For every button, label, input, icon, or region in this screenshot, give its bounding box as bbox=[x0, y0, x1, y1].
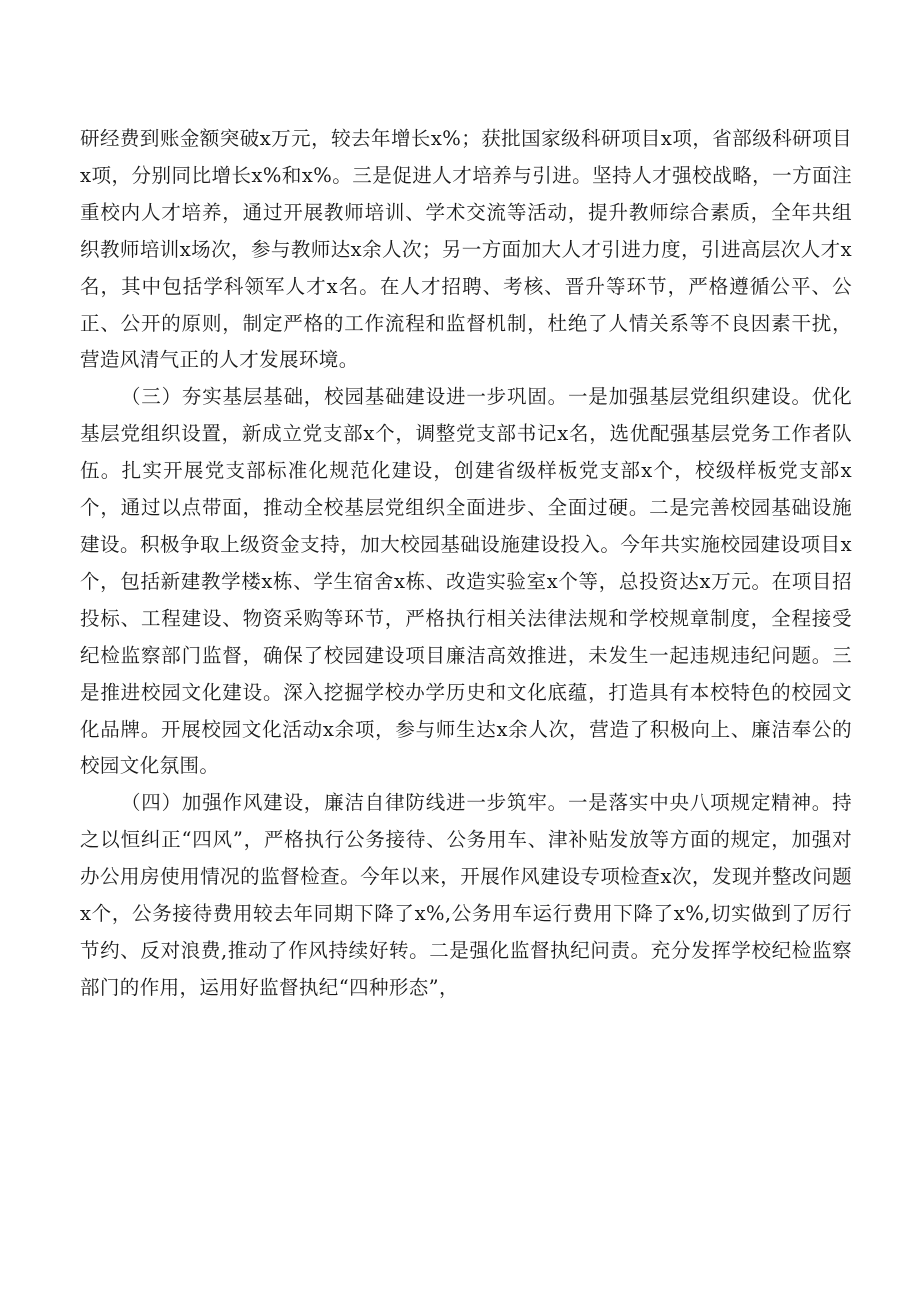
paragraph-section-four: （四）加强作风建设，廉洁自律防线进一步筑牢。一是落实中央八项规定精神。持之以恒纠正“四风”，严格执行公务接待、公务用车、津补贴发放等方面的规定，加强对办公用房使用情况的监督检查。今年以来，开展作风建设专项检查x次，发现并整改问题x个，公务接待费用较去年同期下降了x%,公务用车运行费用下降了x%,切实做到了厉行节约、反对浪费,推动了作风持续好转。二是强化监督执纪问责。充分发挥学校纪检监察部门的作用，运用好监督执纪“四种形态”， bbox=[80, 791, 852, 999]
paragraph-section-three: （三）夯实基层基础，校园基础建设进一步巩固。一是加强基层党组织建设。优化基层党组织设置，新成立党支部x个，调整党支部书记x名，选优配强基层党务工作者队伍。扎实开展党支部标准化规范化建设，创建省级样板党支部x个，校级样板党支部x个，通过以点带面，推动全校基层党组织全面进步、全面过硬。二是完善校园基础设施建设。积极争取上级资金支持，加大校园基础设施建设投入。今年共实施校园建设项目x个，包括新建教学楼x栋、学生宿舍x栋、改造实验室x个等，总投资达x万元。在项目招投标、工程建设、物资采购等环节，严格执行相关法律法规和学校规章制度，全程接受纪检监察部门监督，确保了校园建设项目廉洁高效推进，未发生一起违规违纪问题。三是推进校园文化建设。深入挖掘学校办学历史和文化底蕴，打造具有本校特色的校园文化品牌。开展校园文化活动x余项，参与师生达x余人次，营造了积极向上、廉洁奉公的校园文化氛围。 bbox=[80, 385, 852, 778]
document-body bbox=[80, 121, 852, 1007]
paragraph-continued: 研经费到账金额突破x万元，较去年增长x%；获批国家级科研项目x项，省部级科研项目x项，分别同比增长x%和x%。三是促进人才培养与引进。坚持人才强校战略，一方面注重校内人才培养，通过开展教师培训、学术交流等活动，提升教师综合素质，全年共组织教师培训x场次，参与教师达x余人次；另一方面加大人才引进力度，引进高层次人才x名，其中包括学科领军人才x名。在人才招聘、考核、晋升等环节，严格遵循公平、公正、公开的原则，制定严格的工作流程和监督机制，杜绝了人情关系等不良因素干扰，营造风清气正的人才发展环境。 bbox=[80, 127, 852, 372]
